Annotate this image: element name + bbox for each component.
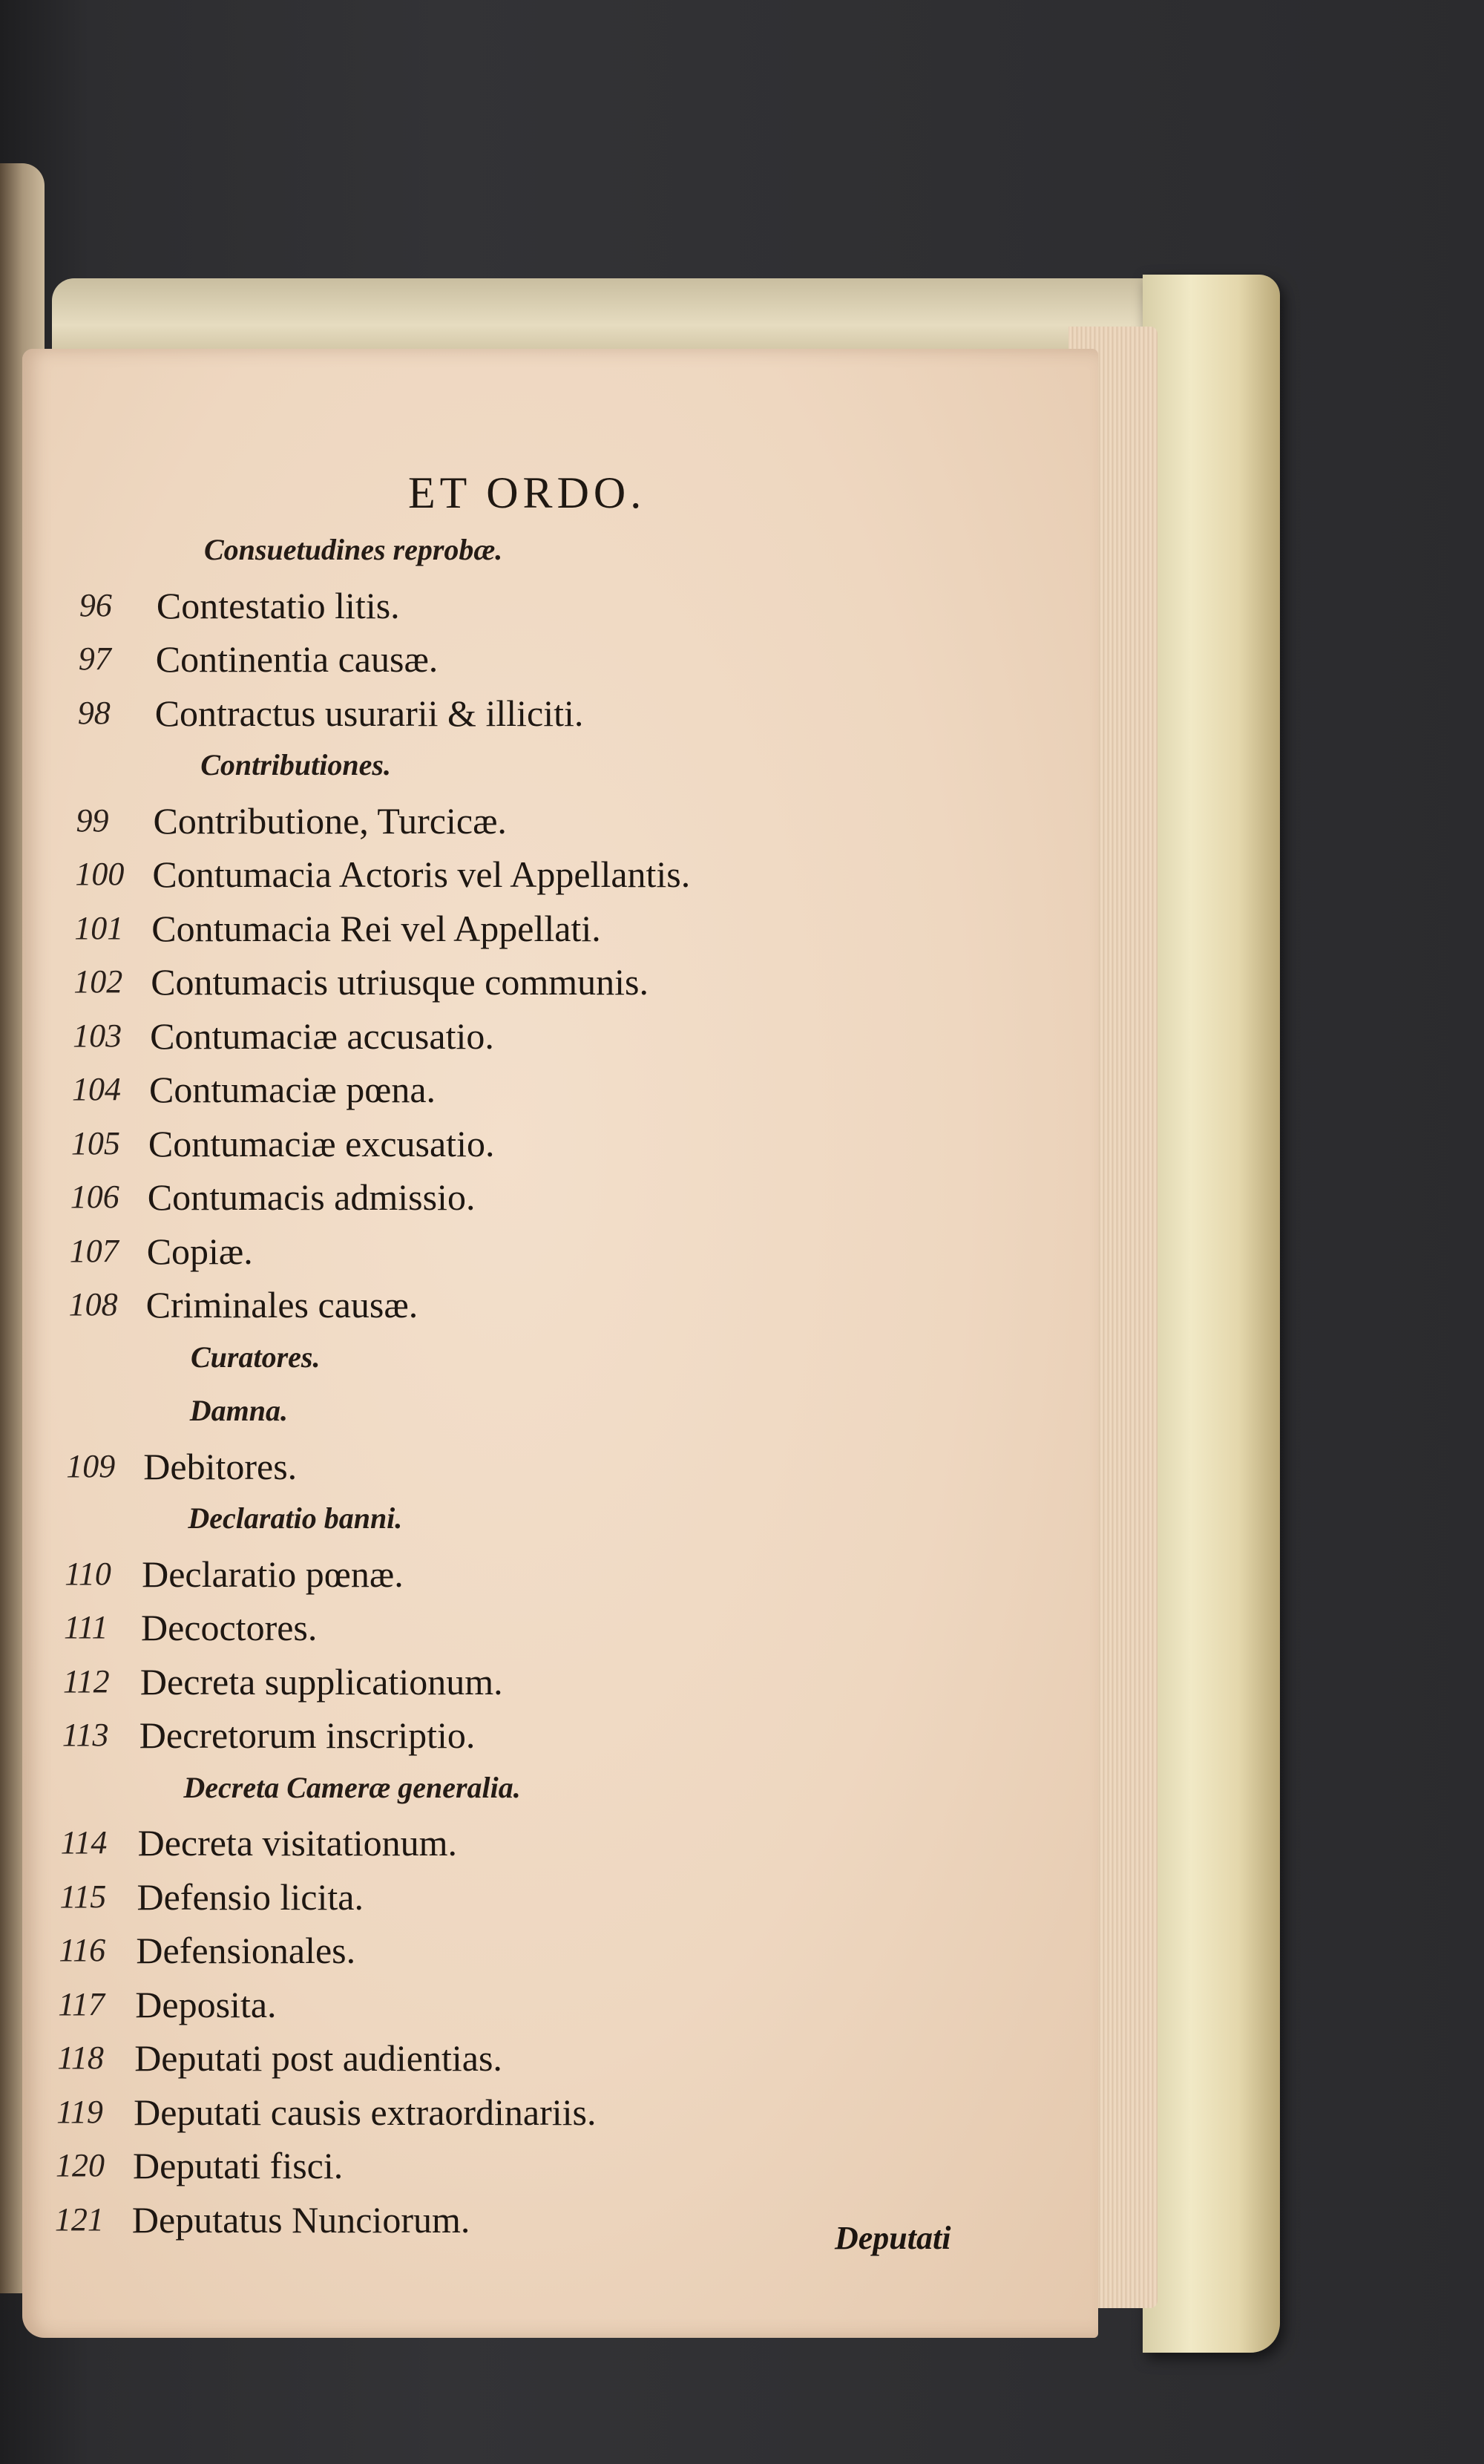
entry-number: 110 [65,1555,111,1592]
entry-text: Continentia causæ. [155,638,439,680]
section-heading: Contributiones. [200,748,391,782]
section-heading: Decreta Cameræ generalia. [183,1770,521,1804]
running-head: ET ORDO. [408,468,646,517]
entry-text: Contributione, Turcicæ. [153,799,507,842]
entry-number: 117 [58,1985,105,2022]
section-heading: Declaratio banni. [188,1501,403,1535]
entry-number: 112 [62,1662,110,1700]
entry-text: Contestatio litis. [156,584,400,626]
entry-number: 96 [79,586,112,623]
entry-text: Contumacis utriusque communis. [151,961,649,1003]
entry-text: Contumaciæ accusatio. [150,1015,494,1057]
entry-text: Contumaciæ excusatio. [148,1122,495,1164]
entry-number: 104 [72,1071,121,1107]
entry-text: Deposita. [135,1983,277,2025]
entry-text: Contractus usurarii & illiciti. [154,692,584,734]
entry-number: 115 [59,1878,107,1915]
catchword: Deputati [835,2220,951,2256]
entry-number: 100 [75,856,125,892]
section-heading: Damna. [189,1394,289,1427]
entry-text: Debitores. [143,1445,298,1487]
entry-number: 101 [74,909,124,946]
entry-number: 99 [76,802,109,839]
entry-number: 106 [70,1179,119,1215]
entry-text: Deputati post audientias. [134,2037,502,2079]
entry-number: 102 [73,963,123,1000]
entry-text: Decoctores. [141,1607,318,1648]
entry-text: Declaratio pœnæ. [142,1553,404,1595]
entry-number: 111 [64,1609,108,1645]
entry-text: Contumaciæ pœna. [149,1069,436,1110]
entry-text: Decreta visitationum. [137,1822,458,1864]
vellum-cover-edge [1143,275,1280,2353]
entry-number: 98 [77,694,111,731]
entry-number: 97 [78,640,111,677]
entry-number: 114 [60,1824,108,1861]
entry-text: Decreta supplicationum. [139,1660,503,1703]
entry-text: Defensio licita. [137,1875,364,1918]
entry-text: Contumacia Rei vel Appellati. [151,907,601,949]
entry-number: 103 [73,1017,122,1054]
entry-number: 116 [59,1932,106,1968]
entry-text: Contumacis admissio. [147,1176,476,1218]
entry-text: Contumacia Actoris vel Appellantis. [152,853,691,895]
entry-number: 119 [56,2093,103,2130]
entry-number: 120 [56,2147,105,2183]
book-page [22,349,1098,2338]
entry-text: Decretorum inscriptio. [139,1714,476,1756]
entry-text: Criminales causæ. [145,1284,418,1326]
entry-text: Copiæ. [146,1230,253,1272]
entry-number: 118 [57,2039,104,2076]
entry-number: 109 [66,1447,116,1484]
entry-text: Deputati causis extraordinariis. [134,2091,597,2133]
section-heading: Curatores. [191,1340,321,1374]
entry-text: Deputati fisci. [133,2145,344,2186]
section-heading: Consuetudines reprobæ. [204,533,503,566]
entry-number: 105 [70,1124,120,1161]
vellum-cover-top [52,278,1209,356]
entry-number: 121 [54,2201,104,2238]
entry-text: Defensionales. [136,1930,356,1971]
entry-text: Deputatus Nunciorum. [131,2198,470,2241]
entry-number: 113 [62,1717,109,1753]
entry-number: 107 [69,1232,119,1269]
entry-number: 108 [68,1286,118,1323]
